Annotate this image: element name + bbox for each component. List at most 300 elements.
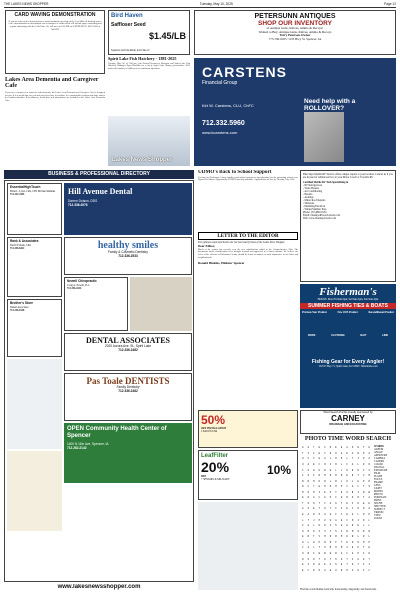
ws-cell: O <box>335 457 337 461</box>
antiques-sub2: Wanted to Buy: Antique Guns, Knives, Ammo & Decoys <box>258 29 332 34</box>
ws-cell: P <box>318 540 321 544</box>
blue-skye-s1: - Water Heaters <box>303 187 320 190</box>
ws-cell: U <box>302 540 304 544</box>
ws-cell: I <box>351 557 354 561</box>
ws-cell: E <box>346 451 348 455</box>
footer-url[interactable]: www.lakesnewsshopper.com <box>57 584 141 590</box>
ws-cell: M <box>340 546 343 550</box>
ws-cell: E <box>318 485 321 489</box>
blue-skye-ad <box>300 170 396 282</box>
ws-cell: B <box>368 490 370 494</box>
ws-cell: L <box>357 485 359 489</box>
ws-cell: I <box>335 496 337 500</box>
ws-cell: P <box>329 490 332 494</box>
ws-cell: O <box>335 451 337 455</box>
leaf-filter-alt: 10% <box>266 463 291 477</box>
ws-cell: E <box>318 457 321 461</box>
fishermans-addr: 1525 E Hwy 71, Spirit Lake, IA 51360 • fishermans.com <box>318 365 378 368</box>
udmo-title: UDMO's Back to School Support <box>198 170 272 175</box>
dir-newell-phone: 712.336.4414 <box>67 286 82 290</box>
antiques-phone: 775-790-0455 • #35 Hwy St. Spencer, IA <box>268 36 322 41</box>
fishermans-cat-1: CLOTHING <box>331 334 345 337</box>
ws-cell: I <box>329 524 332 528</box>
dir-dental-name: DENTAL ASSOCIATES <box>86 336 170 345</box>
ws-cell: D <box>346 535 348 539</box>
carstens-phone: 712.332.5960 <box>202 120 245 127</box>
ws-cell: L <box>340 462 343 466</box>
ws-word: ZOOM <box>374 517 382 520</box>
ws-cell: T <box>302 501 304 505</box>
ws-cell: R <box>335 535 337 539</box>
ws-cell: A <box>335 518 337 522</box>
fishermans-label-0: Previous Year Product <box>302 311 327 314</box>
ws-cell: O <box>346 568 348 572</box>
ws-cell: E <box>324 490 326 494</box>
ws-cell: L <box>340 479 343 483</box>
bird-haven-seed: Saffloser Seed <box>111 22 146 28</box>
ws-cell: E <box>340 563 343 567</box>
ws-cell: F <box>302 474 304 478</box>
carstens-web: www.kcarstens.com <box>202 130 238 135</box>
ws-cell: O <box>329 485 332 489</box>
ws-cell: T <box>313 535 315 539</box>
ws-cell: T <box>318 501 321 505</box>
ws-cell: O <box>362 451 365 455</box>
dir-side-ads <box>7 359 62 449</box>
ws-cell: L <box>307 540 309 544</box>
ws-cell: Z <box>324 518 326 522</box>
ws-cell: G <box>324 457 326 461</box>
letter-salutation: Dear Editor, <box>198 244 215 248</box>
ws-cell: T <box>307 518 309 522</box>
blue-skye-email: Email: blueskyeRVservicetech.com <box>303 214 340 217</box>
blue-skye-web: Web: www.blueskyervtech.com <box>303 217 336 220</box>
ws-cell: L <box>357 535 359 539</box>
ws-cell: E <box>335 446 337 450</box>
fishermans-cat-0: RODS <box>307 334 316 337</box>
ws-cell: C <box>346 552 348 556</box>
ws-cell: N <box>329 535 332 539</box>
ws-cell: C <box>318 496 321 500</box>
blue-skye-cert: Certified Mobile RV Tech Specializing in <box>303 181 349 184</box>
ws-cell: S <box>340 557 343 561</box>
dir-pastoale-name: Pas Toale DENTISTS <box>86 376 170 386</box>
dir-brothers-name: Brother's Store <box>10 301 34 305</box>
ws-cell: F <box>313 474 315 478</box>
carstens-photo <box>304 112 344 162</box>
dir-pastoale-phone: 712.336.2482 <box>118 388 138 393</box>
antiques-owner: Terry Peterson-Owner <box>279 33 311 38</box>
ws-cell: H <box>340 496 343 500</box>
ws-cell: E <box>313 462 315 466</box>
ws-cell: E <box>351 546 354 550</box>
ws-cell: O <box>324 462 326 466</box>
dir-healthy-detail: Family & Cosmetic Dentistry <box>107 250 149 254</box>
generic-ad-bottom <box>198 502 298 590</box>
ws-cell: G <box>324 496 326 500</box>
ws-cell: A <box>307 546 309 550</box>
dir-community-health <box>64 423 192 483</box>
ws-cell: D <box>357 468 359 472</box>
ws-word: LENS <box>374 484 381 487</box>
dir-newell-detail: Craig A. Newell, D.C. <box>67 283 91 287</box>
ws-cell: N <box>313 513 315 517</box>
ws-cell: A <box>357 557 359 561</box>
ws-cell: U <box>329 518 332 522</box>
ws-cell: I <box>351 501 354 505</box>
ws-cell: L <box>357 462 359 466</box>
ws-cell: O <box>324 485 326 489</box>
ws-cell: R <box>351 468 354 472</box>
ws-cell: S <box>307 474 309 478</box>
ws-cell: R <box>335 479 337 483</box>
ws-cell: E <box>340 518 343 522</box>
ws-cell: M <box>362 540 365 544</box>
blue-skye-s2: - Air Conditioning <box>303 190 323 193</box>
dir-dental-detail: 2020 Aurora Ave. St., Spirit Lake <box>104 344 151 348</box>
ws-cell: U <box>302 457 304 461</box>
ws-cell: R <box>307 496 309 500</box>
dementia-body: If you are a caregiver for someone with dementia, the Lakes Area Dementia and Caregiver Cafe is designed for you. It is a social time for you and your loved one to socialize in a comfortable location and share stories in a similar situation. Refreshments, social time and information are included in the Lakes Area Dementia Cafe. <box>5 91 105 103</box>
ws-cell: A <box>368 507 370 511</box>
dir-hill-detail: Darren Dotson, DDS <box>68 199 98 203</box>
ws-cell: R <box>324 468 326 472</box>
ws-cell: L <box>335 468 337 472</box>
ws-word: SELFIE <box>374 502 383 505</box>
ws-words <box>374 445 396 520</box>
ws-cell: C <box>346 518 348 522</box>
ws-cell: P <box>362 479 365 483</box>
ws-cell: S <box>368 485 370 489</box>
ws-cell: O <box>351 518 354 522</box>
dir-hill-phone: 712.336.4976 <box>68 202 88 207</box>
ws-cell: F <box>346 462 348 466</box>
dir-rank-name: Rank & Associates <box>10 239 39 243</box>
udmo-body: It's time for Dickinson County families and school systems to start planning for the upcoming school year. Upper Des Moines Opportunity (UDMO) has help available. Applications are due by Tuesday, July 15th. <box>198 176 298 182</box>
ws-cell: H <box>313 468 315 472</box>
ws-cell: E <box>340 490 343 494</box>
dir-healthy-name: healthy smiles <box>97 240 159 251</box>
ws-cell: A <box>307 524 309 528</box>
ws-cell: I <box>357 490 359 494</box>
ws-cell: O <box>351 540 354 544</box>
ws-word: PHOTO <box>374 493 383 496</box>
ws-cell: R <box>307 535 309 539</box>
ws-cell: G <box>351 552 354 556</box>
ws-cell: W <box>362 490 365 494</box>
ws-cell: L <box>340 468 343 472</box>
header-page: Page 12 <box>384 2 396 6</box>
dir-rank-detail: David P. Rusk, CPA <box>10 243 31 247</box>
dir-rank <box>7 237 62 297</box>
antiques-sub: of Antique Guns, Knives, Ammo & Decoys! <box>266 26 324 30</box>
ws-word: SUBJECT <box>374 508 385 511</box>
antiques-ad <box>194 10 396 55</box>
ws-words-label: WORDS <box>374 445 384 448</box>
ws-cell: I <box>357 518 359 522</box>
dir-side-ads-2 <box>7 451 62 531</box>
dir-pastoale-detail: Family Dentistry <box>116 385 140 389</box>
dir-essential-phone: 712.332.2445 <box>10 192 25 196</box>
ws-cell: R <box>329 540 332 544</box>
card-waving-title: CARD WAVING DEMONSTRATION <box>14 12 96 18</box>
ws-cell: A <box>340 552 343 556</box>
ws-word: FILM <box>374 472 381 475</box>
ws-word: MODEL <box>374 490 384 493</box>
ws-cell: T <box>318 507 321 511</box>
ws-cell: O <box>368 462 370 466</box>
ws-cell: S <box>335 557 337 561</box>
ws-cell: M <box>368 474 370 478</box>
ws-cell: H <box>368 446 370 450</box>
dir-healthy-phone: 712.336.2533 <box>118 253 138 258</box>
ws-cell: M <box>335 485 337 489</box>
ws-cell: R <box>324 479 326 483</box>
ws-cell: R <box>351 524 354 528</box>
ws-cell: I <box>329 462 332 466</box>
ws-cell: D <box>357 501 359 505</box>
ws-cell: N <box>357 451 359 455</box>
letter-signature: Ronald Hinkins, Hinkins' Spencer <box>198 260 245 265</box>
ws-word: FRAME <box>374 481 383 484</box>
ws-cell: E <box>302 513 304 517</box>
ws-cell: A <box>351 451 354 455</box>
ws-cell: R <box>307 479 309 483</box>
ws-cell: T <box>313 446 315 450</box>
ws-cell: I <box>362 552 365 556</box>
ws-cell: E <box>340 446 343 450</box>
letter-title: LETTER TO THE EDITOR <box>198 232 298 240</box>
bath-note: OFF INSTALLATION <box>201 427 227 430</box>
ws-cell: J <box>357 457 359 461</box>
ws-cell: T <box>346 557 348 561</box>
ws-cell: M <box>329 546 332 550</box>
ws-cell: O <box>307 490 309 494</box>
ws-cell: O <box>335 462 337 466</box>
ws-cell: R <box>335 474 337 478</box>
fishermans-banner: SUMMER FISHING TIES & BOATS <box>300 303 396 309</box>
hatchery-body: Tuesday, May 20, at 7:00 pm, join Natural Resources Biologist and Spirit Lake Fish Hatchery Manager Ryan Hawkins for a lively Spirit Lake history presentation. 2025 marks the hatchery's 144th year of continuous operation. <box>108 62 190 71</box>
ws-cell: O <box>357 529 359 533</box>
ws-cell: O <box>362 507 365 511</box>
letter-body: Much of the county has recently seen the new subdivisions added to the Comprehensive Plan. The documents under consideration were brought forward and approved in a timely manner. We believe the voice of the citizens of Dickinson County should be heard on matters of such importance to our lakes and neighborhoods. <box>198 248 298 259</box>
ws-cell: A <box>302 446 304 450</box>
ws-word: TRIPOD <box>374 511 384 514</box>
bath-phone: 1.844.976.3194 <box>201 430 218 433</box>
dir-pas-toale <box>64 373 192 421</box>
ws-cell: C <box>313 457 315 461</box>
fishermans-ad <box>300 284 396 408</box>
ws-cell: R <box>368 479 370 483</box>
leaf-filter-ad <box>198 450 298 500</box>
ws-cell: R <box>351 474 354 478</box>
ws-cell: R <box>335 552 337 556</box>
carstens-ad <box>194 58 396 166</box>
ws-cell: E <box>357 524 359 528</box>
ws-cell: U <box>329 513 332 517</box>
ws-cell: V <box>318 535 321 539</box>
ws-cell: L <box>313 546 315 550</box>
ws-cell: O <box>362 518 365 522</box>
dir-hill-name: Hill Avenue Dental <box>68 187 133 196</box>
bath-percent: 50% <box>201 413 226 427</box>
ws-cell: I <box>307 451 309 455</box>
ws-cell: P <box>340 485 343 489</box>
ws-cell: C <box>346 485 348 489</box>
ws-cell: C <box>307 568 309 572</box>
ws-cell: F <box>335 540 337 544</box>
ws-cell: P <box>329 496 332 500</box>
dir-hill-avenue <box>64 183 192 235</box>
antiques-title: PETERSUNN ANTIQUES <box>254 13 336 20</box>
ws-cell: L <box>346 457 348 461</box>
ws-cell: A <box>313 496 315 500</box>
ws-cell: T <box>313 485 315 489</box>
ws-cell: T <box>302 451 304 455</box>
ws-cell: H <box>324 507 326 511</box>
ws-cell: V <box>362 474 365 478</box>
ws-cell: P <box>318 518 321 522</box>
fishermans-cat-3: LINE <box>382 334 389 337</box>
ws-cell: I <box>302 468 304 472</box>
ws-cell: P <box>368 513 370 517</box>
ws-cell: I <box>318 529 321 533</box>
ws-cell: D <box>362 462 365 466</box>
dir-newell <box>64 277 128 331</box>
ws-cell: S <box>335 529 337 533</box>
ws-cell: T <box>329 557 332 561</box>
ws-word: VIEW <box>374 514 381 517</box>
ws-cell: T <box>329 507 332 511</box>
dir-chc-name: OPEN Community Health Center of Spencer <box>67 426 167 439</box>
ws-cell: O <box>318 568 321 572</box>
ws-cell: D <box>313 568 315 572</box>
dir-rank-phone: 712.336.6422 <box>10 246 25 250</box>
ws-cell: M <box>324 474 326 478</box>
ws-cell: G <box>362 557 365 561</box>
ws-word: ALBUM <box>374 448 384 451</box>
ws-grid <box>300 445 372 573</box>
carney-sub: DRAINAGE AND EXCAVATING <box>329 423 367 426</box>
ws-cell: T <box>335 490 337 494</box>
ws-cell: D <box>318 524 321 528</box>
ws-cell: E <box>329 552 332 556</box>
ws-word: APERTURE <box>374 454 388 457</box>
ws-cell: B <box>324 552 326 556</box>
ws-cell: O <box>329 474 332 478</box>
fishermans-hours: HOURS: Mon-Fri 8am-5pm, Sat 8am-5pm, Sun 9am-3pm <box>317 298 379 301</box>
ws-cell: F <box>307 485 309 489</box>
rollover-text: Need help with a ROLLOVER? <box>304 98 356 112</box>
ws-cell: X <box>368 468 370 472</box>
ws-cell: E <box>318 451 321 455</box>
ws-cell: G <box>307 446 309 450</box>
ws-cell: E <box>302 568 304 572</box>
bird-haven-title: Bird Haven <box>111 13 143 19</box>
ws-cell: N <box>302 479 304 483</box>
ws-cell: I <box>362 563 365 567</box>
ws-cell: N <box>368 529 370 533</box>
dir-essential-name: EssentialHighTouch <box>10 185 41 189</box>
dir-chc-phone: 712.262.2142 <box>67 445 87 450</box>
ws-cell: A <box>335 568 337 572</box>
ws-cell: D <box>357 507 359 511</box>
carstens-person: Kirt W. Carstens, CLU, ChFC <box>202 103 254 108</box>
header-date: Tuesday, May 10, 2025 <box>199 2 233 6</box>
ws-cell: U <box>346 479 348 483</box>
ws-cell: T <box>362 546 365 550</box>
ws-cell: H <box>313 540 315 544</box>
ws-cell: E <box>313 507 315 511</box>
dir-brothers-phone: 712.336.1818 <box>10 308 25 312</box>
ws-cell: P <box>368 540 370 544</box>
ws-cell: E <box>362 501 365 505</box>
ws-cell: I <box>307 563 309 567</box>
ws-cell: S <box>313 501 315 505</box>
ws-cell: F <box>302 524 304 528</box>
bird-haven-fine: Squirrels and blackbirds don't like it! <box>111 49 150 52</box>
ws-word: PORTRAIT <box>374 496 387 499</box>
ws-cell: A <box>351 568 354 572</box>
ws-cell: U <box>346 524 348 528</box>
ws-cell: I <box>313 451 315 455</box>
blue-skye-phone: Phone: (515)890-9134 <box>303 211 327 214</box>
ws-cell: L <box>368 535 370 539</box>
ws-cell: L <box>357 513 359 517</box>
ws-cell: N <box>346 529 348 533</box>
ws-cell: X <box>324 529 326 533</box>
ws-cell: D <box>313 529 315 533</box>
ws-cell: A <box>324 557 326 561</box>
ws-cell: M <box>313 479 315 483</box>
ws-cell: P <box>357 546 359 550</box>
ws-cell: S <box>335 563 337 567</box>
ws-cell: T <box>362 485 365 489</box>
ws-cell: A <box>368 451 370 455</box>
blue-skye-s4: - Awnings <box>303 196 314 199</box>
ws-cell: L <box>302 518 304 522</box>
ws-cell: E <box>346 540 348 544</box>
ws-cell: C <box>340 513 343 517</box>
ws-cell: W <box>318 552 321 556</box>
ws-cell: E <box>346 501 348 505</box>
blue-skye-s3: - Heaters <box>303 193 313 196</box>
ws-cell: B <box>307 552 309 556</box>
ws-cell: D <box>329 451 332 455</box>
ws-cell: H <box>357 479 359 483</box>
ws-cell: U <box>346 468 348 472</box>
ws-cell: R <box>302 557 304 561</box>
ws-cell: D <box>329 446 332 450</box>
ws-cell: E <box>368 501 370 505</box>
ws-cell: T <box>357 474 359 478</box>
fishermans-cat-2: BAIT <box>360 334 367 337</box>
ws-cell: F <box>329 529 332 533</box>
card-waving-ad <box>5 10 105 74</box>
dementia-title: Lakes Area Dementia and Caregiver Cafe <box>5 77 99 90</box>
dir-essential <box>7 183 62 235</box>
word-search <box>300 436 396 591</box>
ws-cell: I <box>324 446 326 450</box>
leaf-filter-title: LeafFilter <box>201 453 229 459</box>
blue-skye-s7: - Plumbing/Electrical <box>303 205 326 208</box>
ws-cell: L <box>368 524 370 528</box>
ws-cell: A <box>324 513 326 517</box>
ws-cell: O <box>357 496 359 500</box>
fishermans-label-1: New 2025 Product <box>337 311 358 314</box>
ws-cell: G <box>335 501 337 505</box>
ws-cell: T <box>357 563 359 567</box>
